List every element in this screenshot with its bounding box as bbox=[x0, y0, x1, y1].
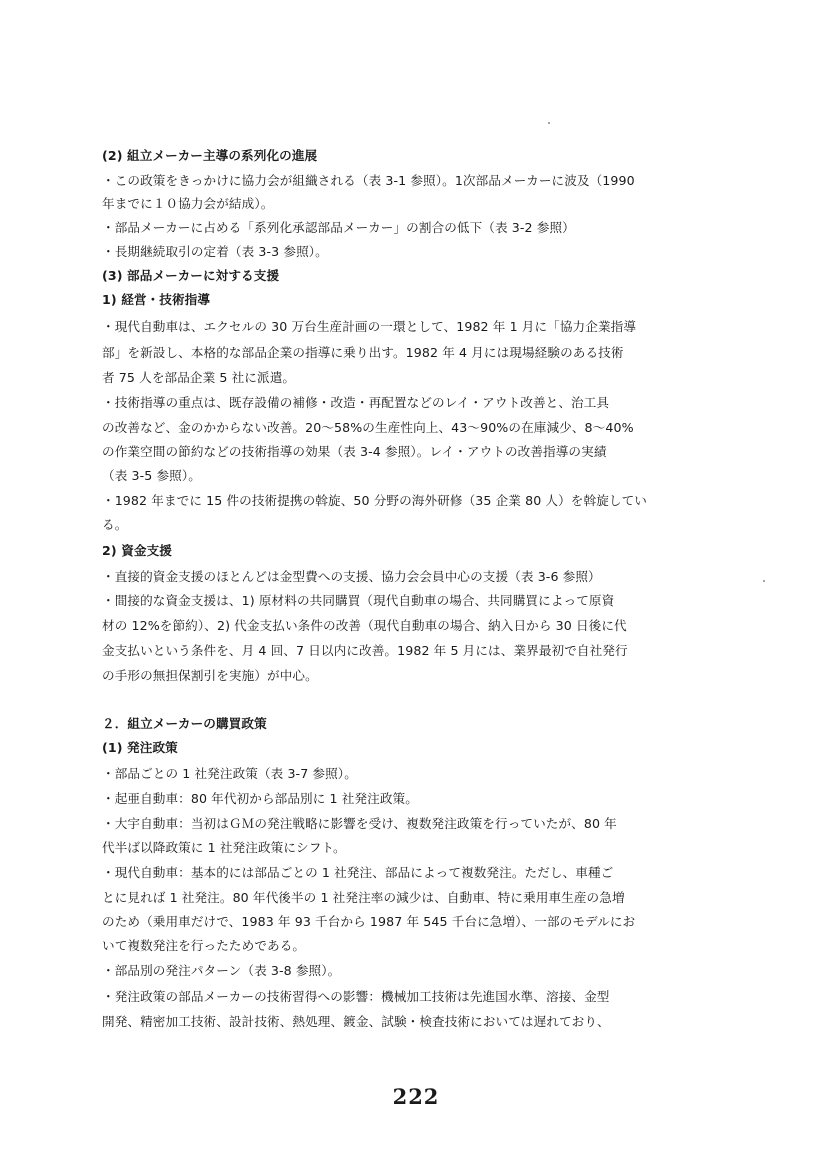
scan-speck bbox=[548, 122, 550, 124]
doc-line: (2) 組立メーカー主導の系列化の進展 bbox=[102, 148, 318, 163]
doc-line: ・長期継続取引の定着（表 3-3 参照）。 bbox=[102, 244, 328, 259]
doc-line: の改善など、金のかからない改善。20～58%の生産性向上、43～90%の在庫減少、8～40% bbox=[102, 420, 634, 435]
doc-line: ・現代自動車は、エクセルの 30 万台生産計画の一環として、1982 年 1 月に「協力企業指導 bbox=[102, 319, 637, 334]
doc-line: ・直接的資金支援のほとんどは金型費への支援、協力会会員中心の支援（表 3-6 参照） bbox=[102, 569, 601, 584]
doc-line: 2) 資金支援 bbox=[102, 543, 172, 558]
doc-line: 者 75 人を部品企業 5 社に派遣。 bbox=[102, 370, 296, 385]
doc-line: ・技術指導の重点は、既存設備の補修・改造・再配置などのレイ・アウト改善と、治工具 bbox=[102, 395, 610, 410]
doc-line: ・部品メーカーに占める「系列化承認部品メーカー」の割合の低下（表 3-2 参照） bbox=[102, 220, 575, 235]
doc-line: いて複数発注を行ったためである。 bbox=[102, 938, 306, 953]
doc-line: る。 bbox=[102, 517, 128, 532]
doc-line: ・1982 年までに 15 件の技術提携の斡旋、50 分野の海外研修（35 企業 80 人）を斡旋してい bbox=[102, 493, 647, 508]
doc-line: ・部品別の発注パターン（表 3-8 参照）。 bbox=[102, 963, 341, 978]
doc-line: 代半ば以降政策に 1 社発注政策にシフト。 bbox=[102, 840, 346, 855]
doc-line: ・この政策をきっかけに協力会が組織される（表 3-1 参照）。1次部品メーカーに波及（1990 bbox=[102, 173, 635, 188]
doc-line: ２．組立メーカーの購買政策 bbox=[102, 716, 267, 731]
doc-line: 1) 経営・技術指導 bbox=[102, 292, 211, 307]
doc-line: 部」を新設し、本格的な部品企業の指導に乗り出す。1982 年 4 月には現場経験のある技術 bbox=[102, 345, 624, 360]
doc-line: (3) 部品メーカーに対する支援 bbox=[102, 268, 280, 283]
doc-line: ・大宇自動車：当初はＧＭの発注戦略に影響を受け、複数発注政策を行っていたが、80 年 bbox=[102, 816, 617, 831]
doc-line: の手形の無担保割引を実施）が中心。 bbox=[102, 668, 318, 683]
doc-line: の作業空間の節約などの技術指導の効果（表 3-4 参照）。レイ・アウトの改善指導の実績 bbox=[102, 444, 607, 459]
doc-line: ・部品ごとの 1 社発注政策（表 3-7 参照）。 bbox=[102, 766, 357, 781]
doc-line: ・起亜自動車：80 年代初から部品別に 1 社発注政策。 bbox=[102, 791, 418, 806]
doc-line: とに見れば 1 社発注。80 年代後半の 1 社発注率の減少は、自動車、特に乗用車生産の急増 bbox=[102, 890, 625, 905]
doc-line: 材の 12%を節約）、2) 代金支払い条件の改善（現代自動車の場合、納入日から 30 日後に代 bbox=[102, 618, 627, 633]
scan-speck bbox=[763, 580, 765, 582]
doc-line: （表 3-5 参照）。 bbox=[102, 468, 201, 483]
doc-line: のため（乗用車だけで、1983 年 93 千台から 1987 年 545 千台に急増）、一部のモデルにお bbox=[102, 914, 636, 929]
page-number: 222 bbox=[392, 1084, 440, 1109]
doc-line: 開発、精密加工技術、設計技術、熱処理、鍍金、試験・検査技術においては遅れており、 bbox=[102, 1014, 610, 1029]
doc-line: ・発注政策の部品メーカーの技術習得への影響：機械加工技術は先進国水準、溶接、金型 bbox=[102, 989, 610, 1004]
doc-line: (1) 発注政策 bbox=[102, 740, 178, 755]
doc-line: ・現代自動車：基本的には部品ごとの 1 社発注、部品によって複数発注。ただし、車種ご bbox=[102, 865, 614, 880]
doc-line: 金支払いという条件を、月 4 回、7 日以内に改善。1982 年 5 月には、業界最初で自社発行 bbox=[102, 643, 628, 658]
doc-line: ・間接的な資金支援は、1) 原材料の共同購買（現代自動車の場合、共同購買によって原資 bbox=[102, 593, 615, 608]
doc-line: 年までに１０協力会が結成）。 bbox=[102, 196, 274, 211]
